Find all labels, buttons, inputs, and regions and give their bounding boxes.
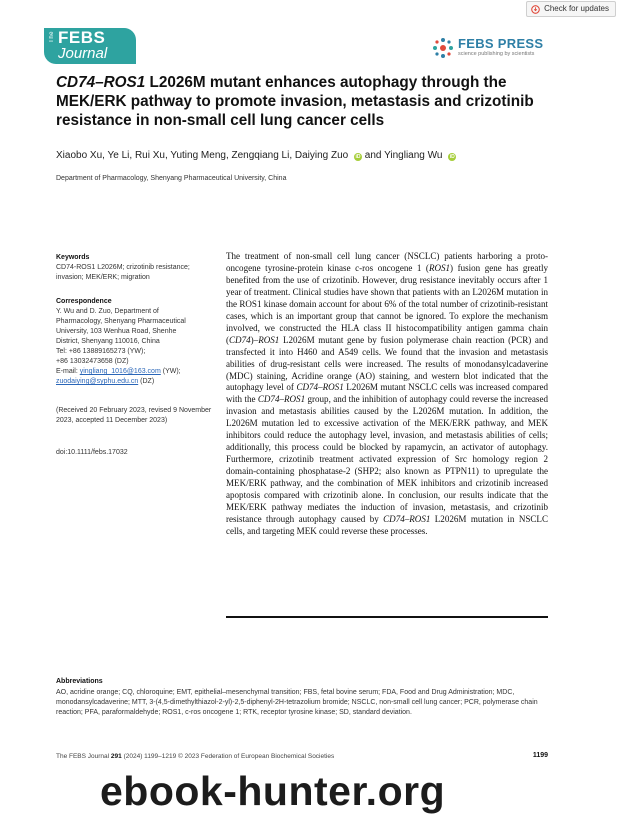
abstract-gene-name: CD74–ROS1 — [257, 394, 306, 405]
watermark: ebook-hunter.org — [100, 768, 446, 814]
abstract-segment: The treatment of non-small cell lung cancer (NSCLC) patients harboring a proto-oncogene tyrosine-protein kinase c-ros oncogene 1 ( — [226, 251, 548, 273]
correspondence-section — [56, 297, 216, 387]
journal-logo-the: The — [49, 31, 55, 43]
received-dates: (Received 20 February 2023, revised 9 November 2023, accepted 11 December 2023) — [56, 407, 212, 424]
abstract-divider — [226, 616, 548, 618]
orcid-icon[interactable]: iD — [449, 154, 455, 160]
check-for-updates-button[interactable] — [526, 1, 616, 17]
footer-journal: The FEBS Journal — [56, 753, 111, 760]
authors-and: and Yingliang Wu — [362, 150, 443, 161]
email-line-1 — [56, 367, 216, 377]
check-for-updates-label: Check for updates — [544, 4, 609, 13]
article-title — [56, 73, 556, 130]
authors-main: Xiaobo Xu, Ye Li, Rui Xu, Yuting Meng, Zengqiang Li, Daiying Zuo — [56, 150, 349, 161]
keywords-heading: Keywords — [56, 254, 90, 261]
page-number: 1199 — [532, 752, 548, 759]
correspondence-line: Pharmacology, Shenyang Pharmaceutical — [56, 318, 186, 325]
correspondence-line: Y. Wu and D. Zuo, Department of — [56, 308, 159, 315]
orcid-icon[interactable]: iD — [355, 154, 361, 160]
abstract-gene-name: CD74–ROS1 — [296, 382, 344, 393]
page-footer — [56, 753, 548, 760]
correspondence-line: District, Shenyang 110016, China — [56, 338, 160, 345]
email-link-wu[interactable]: yingliang_1016@163.com — [79, 368, 161, 375]
abstract-gene-name: CD74–ROS1 — [383, 513, 431, 524]
email-line-2 — [56, 377, 216, 387]
abstract-text — [226, 251, 548, 538]
email-link-zuo[interactable]: zuodaiying@syphu.edu.cn — [56, 378, 139, 385]
journal-logo-febs: FEBS — [58, 28, 106, 47]
email-tag-wu: (YW); — [160, 368, 181, 375]
febs-press-tagline: science publishing by scientists — [458, 51, 535, 57]
abstract-segment: L2026M mutant gene by fusion polymerase chain reaction (PCR) and transfected it into H460 and A549 cells. We found that the invasion and metastasis abilities of drug-resistant cells were increased. The results of monodansylcadaverine (MDC) staining, Acridine orange (AO) staining, and western blot indicated that the autophagy level of — [226, 334, 548, 393]
journal-logo-journal: Journal — [58, 45, 108, 62]
febs-press-molecule-icon — [432, 37, 454, 59]
correspondence-heading: Correspondence — [56, 298, 112, 305]
correspondence-line: University, 103 Wenhua Road, Shenhe — [56, 328, 177, 335]
update-icon — [531, 5, 540, 14]
doi[interactable]: doi:10.1111/febs.17032 — [56, 449, 128, 456]
abstract-gene-name: ROS1 — [258, 334, 280, 345]
abbreviations-text: AO, acridine orange; CQ, chloroquine; EMT, epithelial–mesenchymal transition; FBS, fetal bovine serum; FDA, Food and Drug Administration; MDC, monodansylcadaverine; MTT, 3-(4,5-dimethylthiazol-2-yl)-2,5-diphenyl-2H-tetrazolium bromide; NSCLC, non-small cell lung cancer; PCR, polymerase chain reaction; PFA, paraformaldehyde; ROS1, c-ros oncogene 1; RTK, receptor tyrosine kinase; SD, standard deviation. — [56, 689, 538, 717]
email-prefix: E-mail: — [56, 368, 80, 375]
abstract-segment: ) fusion gene has greatly benefited from the use of crizotinib. However, drug resistance inevitably occurs after 1 year of treatment. Clinical studies have shown that patients with an L2026M mutation in the ROS1 kinase domain account for about 6% of the total number of crizotinib-resistant cases, which is an important group that cannot be ignored. To explore the mechanism involved, we constructed the HLA class II histocompatibility antigen gamma chain ( — [226, 262, 548, 345]
abstract-segment: L2026M mutation in NSCLC cells, and targeting MEK could reverse these processes. — [226, 513, 548, 536]
article-title-gene: CD74–ROS1 — [56, 74, 146, 91]
correspondence-line: +86 13032473658 (DZ) — [56, 358, 129, 365]
abstract-segment: )– — [250, 334, 259, 345]
febs-press-logo[interactable] — [432, 36, 552, 62]
author-list — [56, 150, 576, 161]
footer-citation: (2024) 1199–1219 © 2023 Federation of European Biochemical Societies — [121, 753, 335, 760]
correspondence-line: Tel: +86 13889165273 (YW); — [56, 348, 146, 355]
email-tag-zuo: (DZ) — [138, 378, 155, 385]
affiliation: Department of Pharmacology, Shenyang Pharmaceutical University, China — [56, 175, 287, 182]
article-title-rest: L2026M mutant enhances autophagy through the MEK/ERK pathway to promote invasion, metastasis and crizotinib resistance in non-small cell lung cancer cells — [56, 74, 534, 129]
febs-journal-logo[interactable] — [44, 28, 136, 64]
abstract-segment: L2026M mutant NSCLC cells was increased compared with the — [226, 382, 548, 405]
keywords-section — [56, 253, 216, 283]
keywords-list: CD74-ROS1 L2026M; crizotinib resistance; invasion; MEK/ERK; migration — [56, 264, 190, 281]
abstract-gene-name: ROS1 — [428, 262, 451, 273]
abstract-segment: group, and the inhibition of autophagy could reverse the increased invasion and metastasis abilities caused by the L2026M mutation. In addition, the L2026M mutation led to excessive activation of the MEK/ERK pathway, and MEK inhibitors could reduce the autophagy level, invasion, and metastasis abilities of cells; additionally, this process could be blocked by rapamycin, an activator of autophagy. Furthermore, crizotinib treatment activated expression of Src homology region 2 domain-containing phosphatase-2 (SHP2; also known as PTPN11) to upregulate the MEK/ERK pathway, and the combination of MEK inhibitors and crizotinib increased apoptosis compared with crizotinib alone. In conclusion, our results indicate that the MEK/ERK pathway mediates the induction of invasion, metastasis, and crizotinib resistance through autophagy caused by — [226, 394, 548, 524]
abstract-gene-name: CD74 — [229, 334, 251, 345]
footer-volume: 291 — [110, 753, 122, 760]
febs-press-name: FEBS PRESS — [458, 36, 544, 51]
abbreviations-heading: Abbreviations — [56, 678, 103, 685]
